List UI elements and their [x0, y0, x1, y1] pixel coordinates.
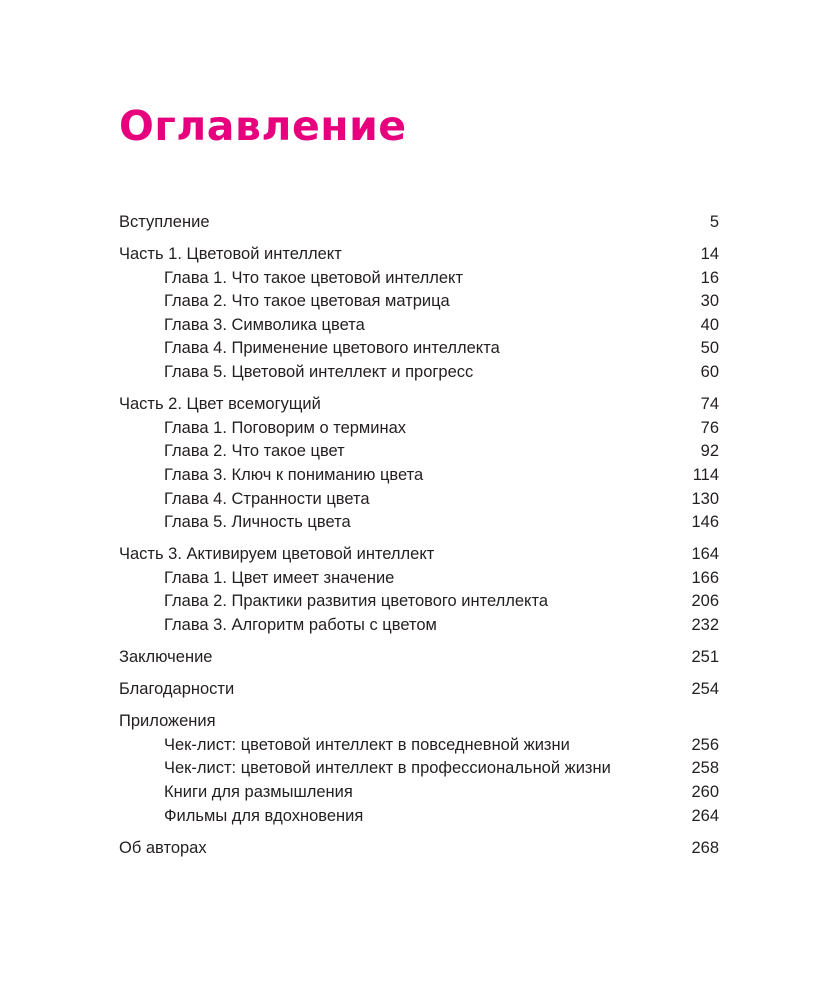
toc-page-number: 60	[700, 363, 719, 382]
toc-page-number: 74	[700, 395, 719, 414]
toc-entry-label: Часть 2. Цвет всемогущий	[119, 395, 321, 414]
toc-page-number: 256	[691, 735, 719, 754]
page-title: Оглавление	[119, 102, 407, 150]
toc-entry-label: Чек-лист: цветовой интеллект в повседневной жизни	[164, 735, 570, 754]
toc-entry-label: Вступление	[119, 213, 210, 231]
toc-entry-chapter	[119, 361, 719, 385]
toc-entry-appendix-item	[119, 734, 719, 758]
toc-entry-appendix-item	[119, 805, 719, 829]
toc-entry-label: Благодарности	[119, 680, 235, 699]
toc-page-number: 114	[692, 465, 719, 484]
toc-entry-label: Книги для размышления	[164, 783, 353, 802]
toc-entry-label: Заключение	[119, 648, 213, 667]
toc-entry-chapter	[119, 464, 719, 488]
toc-entry-label: Часть 1. Цветовой интеллект	[119, 245, 342, 264]
toc-entry-chapter	[119, 440, 719, 464]
toc-page-number: 254	[691, 680, 719, 699]
toc-page-number: 146	[691, 513, 719, 532]
toc-page-number: 258	[691, 759, 719, 778]
toc-page-number: 268	[691, 838, 719, 857]
toc-entry-chapter	[119, 314, 719, 338]
toc-page-number: 30	[700, 292, 719, 311]
toc-entry-label: Глава 1. Цвет имеет значение	[164, 568, 395, 587]
toc-entry-chapter	[119, 590, 719, 614]
toc-entry-chapter	[119, 417, 719, 441]
toc-page-number: 14	[700, 245, 719, 264]
toc-page-number: 164	[691, 545, 719, 564]
toc-entry-intro	[119, 211, 719, 235]
toc-entry-label: Глава 2. Практики развития цветового интеллекта	[164, 592, 549, 611]
toc-page-number: 206	[691, 592, 719, 611]
toc-entry-chapter	[119, 567, 719, 591]
toc-entry-appendix-item	[119, 757, 719, 781]
toc-entry-chapter	[119, 511, 719, 535]
toc-entry-label: Глава 4. Применение цветового интеллекта	[164, 339, 500, 358]
toc-entry-label: Чек-лист: цветовой интеллект в профессиональной жизни	[164, 759, 611, 778]
toc-entry-part-3	[119, 543, 719, 567]
toc-page-number: 40	[700, 315, 719, 334]
toc-entry-authors	[119, 837, 719, 861]
toc-page-number: 5	[709, 213, 719, 231]
toc-entry-acknowledgements	[119, 678, 719, 702]
table-of-contents	[119, 211, 719, 860]
toc-entry-appendix	[119, 710, 719, 734]
toc-entry-label: Глава 1. Поговорим о терминах	[164, 418, 407, 437]
toc-entry-label: Глава 3. Символика цвета	[164, 315, 365, 334]
toc-entry-label: Глава 1. Что такое цветовой интеллект	[164, 268, 464, 287]
toc-entry-chapter	[119, 337, 719, 361]
toc-entry-appendix-item	[119, 781, 719, 805]
toc-entry-label: Глава 5. Цветовой интеллект и прогресс	[164, 363, 474, 382]
toc-entry-label: Часть 3. Активируем цветовой интеллект	[119, 545, 435, 564]
toc-entry-chapter	[119, 614, 719, 638]
toc-entry-label: Глава 3. Алгоритм работы с цветом	[164, 616, 437, 634]
toc-page-number: 130	[691, 489, 719, 508]
toc-entry-label: Глава 4. Странности цвета	[164, 489, 370, 508]
toc-page-number: 92	[700, 442, 719, 461]
toc-entry-conclusion	[119, 646, 719, 670]
toc-entry-part-2	[119, 393, 719, 417]
toc-entry-label: Глава 5. Личность цвета	[164, 513, 351, 532]
toc-page-number: 232	[691, 616, 719, 634]
toc-entry-chapter	[119, 290, 719, 314]
toc-page-number: 264	[691, 806, 719, 825]
toc-page-number: 16	[700, 268, 719, 287]
toc-entry-part-1	[119, 243, 719, 267]
toc-entry-label: Фильмы для вдохновения	[164, 806, 364, 825]
toc-entry-chapter	[119, 488, 719, 512]
toc-entry-label: Глава 2. Что такое цветовая матрица	[164, 292, 450, 311]
toc-entry-chapter	[119, 267, 719, 291]
toc-entry-label: Об авторах	[119, 838, 207, 857]
toc-page-number: 260	[691, 783, 719, 802]
toc-page-number: 76	[700, 418, 719, 437]
toc-page-number: 50	[700, 339, 719, 358]
toc-entry-label: Приложения	[119, 712, 216, 731]
toc-entry-label: Глава 2. Что такое цвет	[164, 442, 345, 461]
toc-page-number: 251	[691, 648, 719, 667]
toc-page-number: 166	[691, 568, 719, 587]
toc-entry-label: Глава 3. Ключ к пониманию цвета	[164, 465, 424, 484]
